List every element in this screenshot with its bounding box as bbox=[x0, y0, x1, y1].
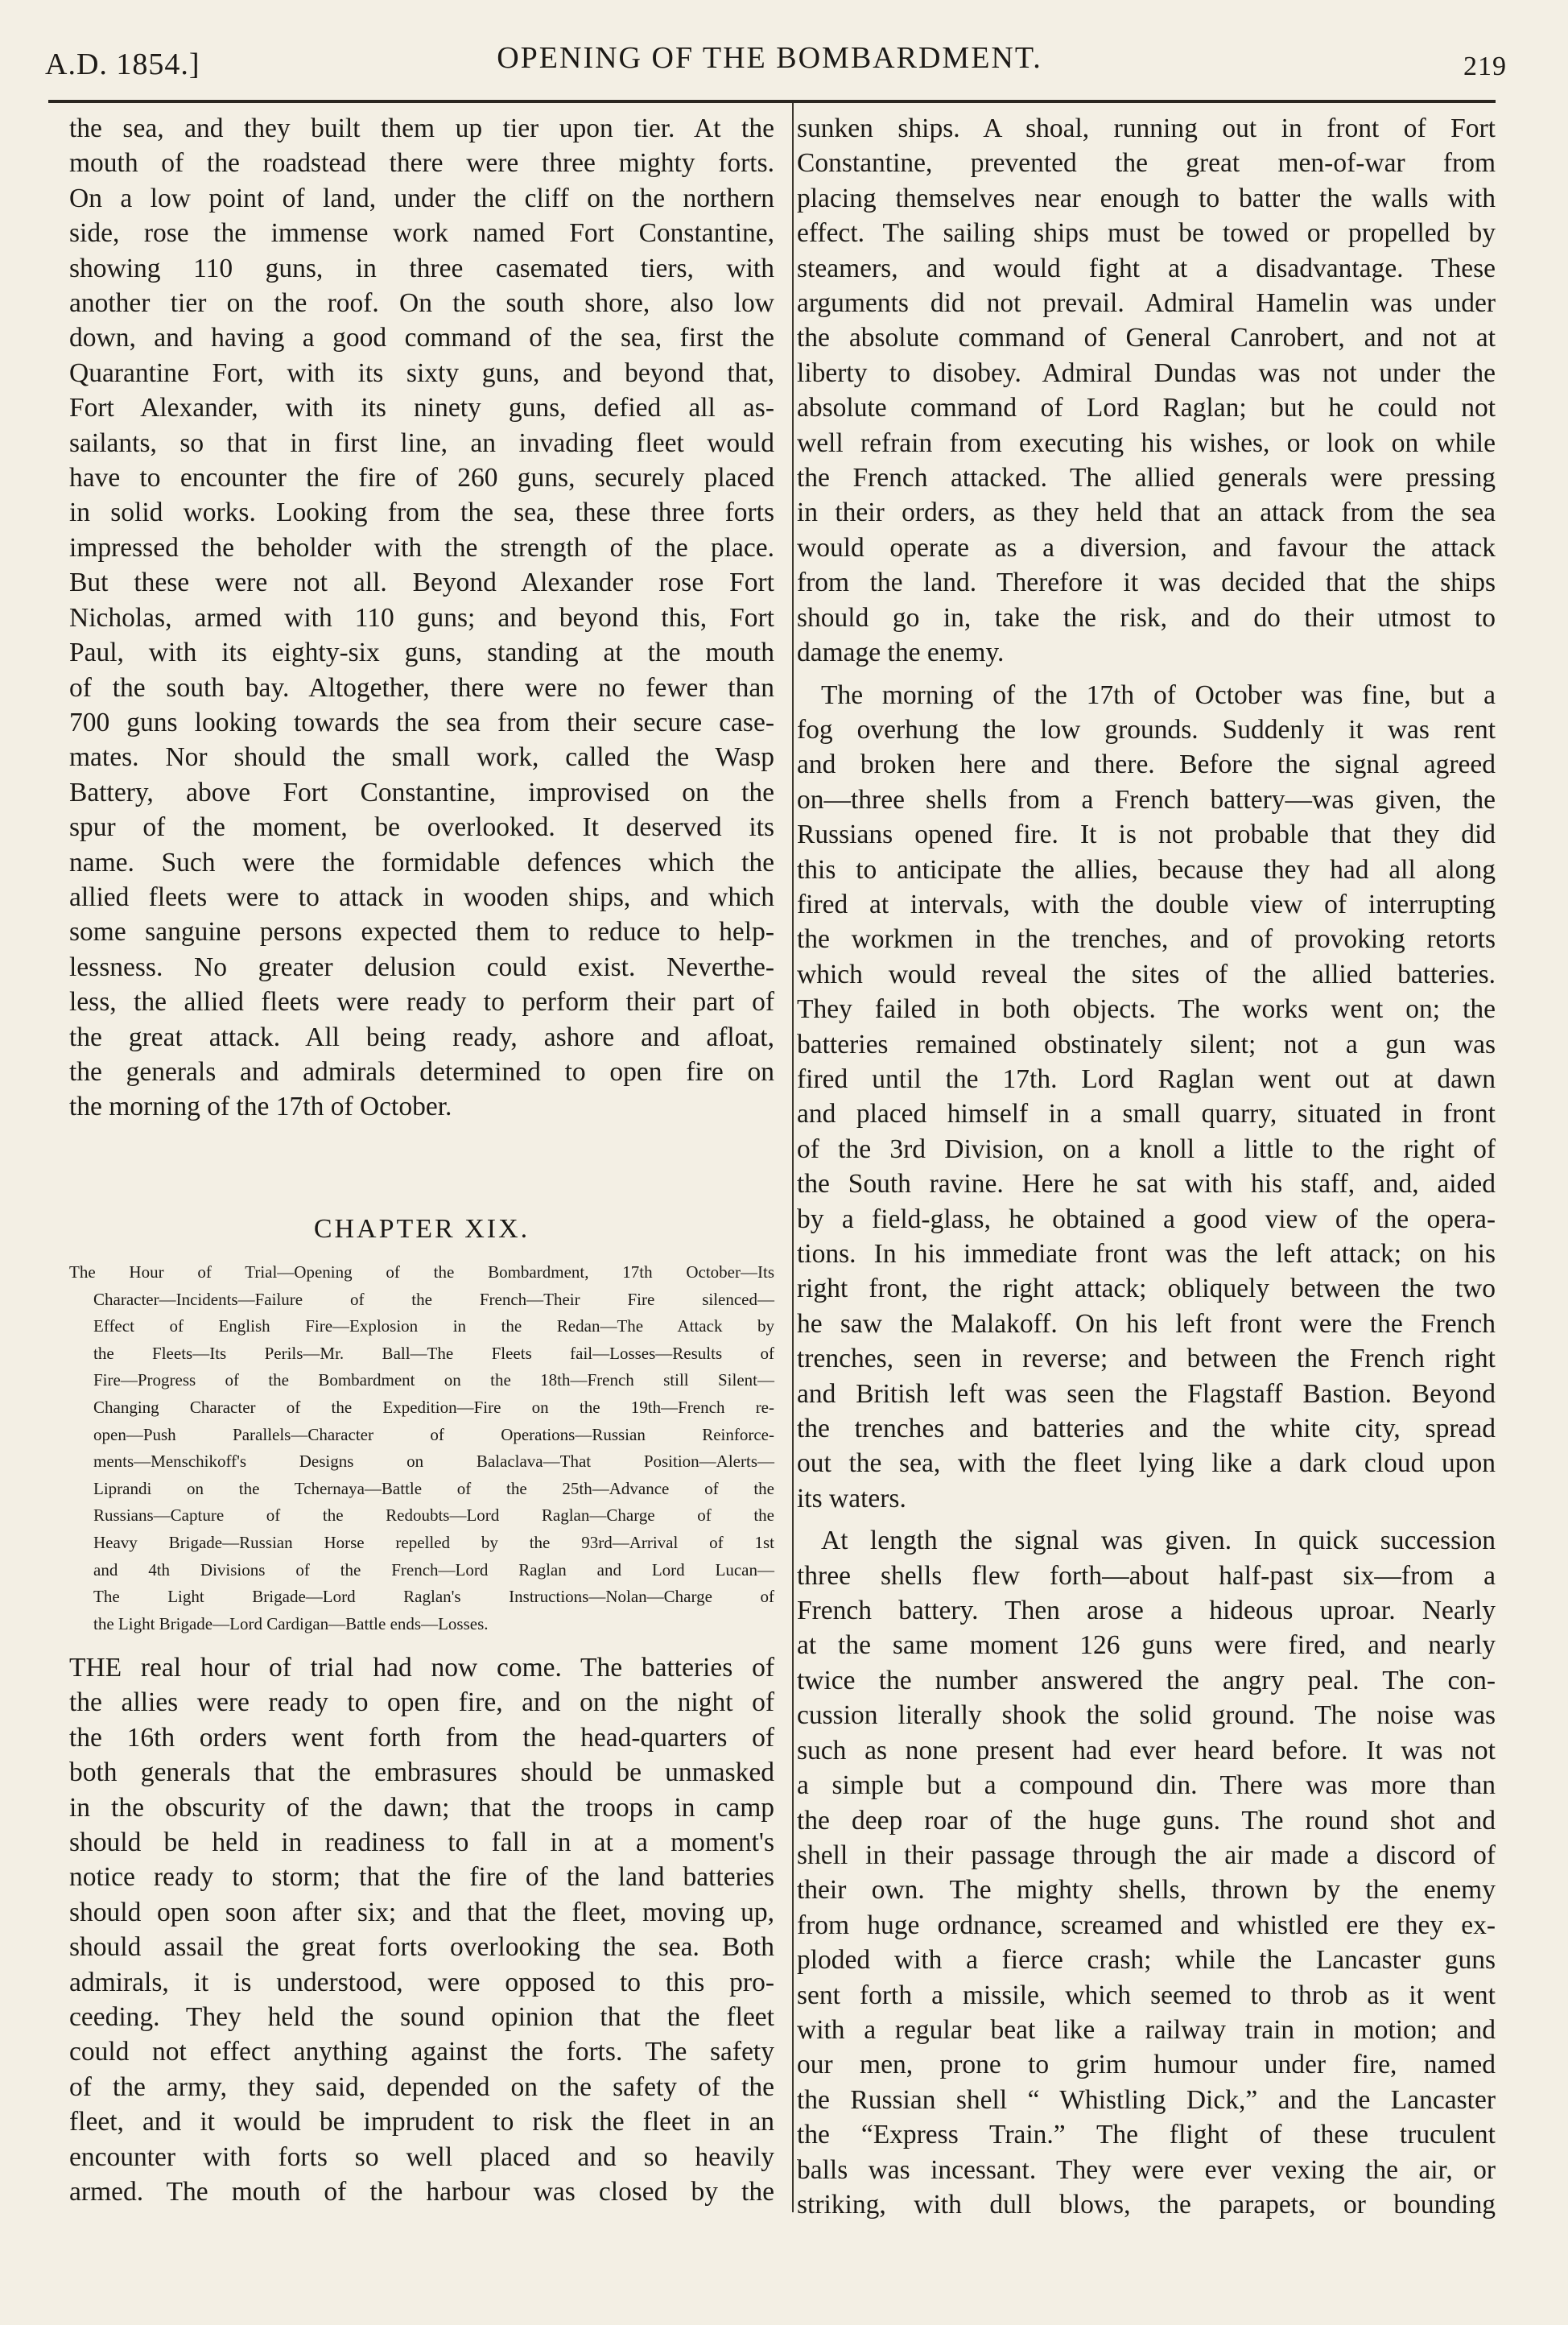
text-line: cussion literally shook the solid ground. The noise was bbox=[797, 1700, 1496, 1731]
text-line: this to anticipate the allies, because they had all along bbox=[797, 854, 1496, 885]
text-line: name. Such were the formidable defences which the bbox=[69, 847, 774, 878]
text-line: balls was incessant. They were ever vexing the air, or bbox=[797, 2154, 1496, 2185]
text-line: THE real hour of trial had now come. The batteries of bbox=[69, 1653, 774, 1683]
text-line: the absolute command of General Canrobert, and not at bbox=[797, 323, 1496, 353]
text-line: in the obscurity of the dawn; that the troops in camp bbox=[69, 1792, 774, 1823]
text-line: On a low point of land, under the cliff on the northern bbox=[69, 183, 774, 213]
chapter-synopsis bbox=[69, 1259, 774, 1637]
text-line: the 16th orders went forth from the head-quarters of bbox=[69, 1722, 774, 1753]
text-line: out the sea, with the fleet lying like a dark cloud upon bbox=[797, 1448, 1496, 1479]
text-line: its waters. bbox=[797, 1483, 906, 1514]
text-line: should open soon after six; and that the fleet, moving up, bbox=[69, 1897, 774, 1927]
text-line: have to encounter the fire of 260 guns, securely placed bbox=[69, 463, 774, 493]
text-line: Battery, above Fort Constantine, improvised on the bbox=[69, 777, 774, 807]
text-line: striking, with dull blows, the parapets, or bounding bbox=[797, 2189, 1496, 2220]
text-line: the South ravine. Here he sat with his staff, and, aided bbox=[797, 1169, 1496, 1200]
text-line: should assail the great forts overlooking the sea. Both bbox=[69, 1932, 774, 1963]
text-line: well refrain from executing his wishes, or look on while bbox=[797, 427, 1496, 458]
text-line: down, and having a good command of the sea, first the bbox=[69, 323, 774, 353]
text-line: tions. In his immediate front was the left attack; on his bbox=[797, 1239, 1496, 1269]
text-line: could not effect anything against the forts. The safety bbox=[69, 2037, 774, 2067]
text-line: armed. The mouth of the harbour was closed by the bbox=[69, 2177, 774, 2207]
text-line: the deep roar of the huge guns. The round shot and bbox=[797, 1805, 1496, 1836]
text-line: mates. Nor should the small work, called the Wasp bbox=[69, 742, 774, 773]
text-line: the allies were ready to open fire, and on the night of bbox=[69, 1687, 774, 1718]
text-line: the generals and admirals determined to open fire on bbox=[69, 1056, 774, 1087]
text-line: from huge ordnance, screamed and whistled ere they ex- bbox=[797, 1910, 1496, 1940]
header-rule bbox=[48, 100, 1496, 103]
text-line: and placed himself in a small quarry, situated in front bbox=[797, 1099, 1496, 1129]
paragraph bbox=[69, 1650, 774, 2210]
text-line: notice ready to storm; that the fire of the land batteries bbox=[69, 1862, 774, 1893]
text-line: Paul, with its eighty-six guns, standing at the mouth bbox=[69, 638, 774, 668]
text-line: Heavy Brigade—Russian Horse repelled by the 93rd—Arrival of 1st bbox=[93, 1532, 774, 1552]
text-line: the great attack. All being ready, ashore and afloat, bbox=[69, 1022, 774, 1052]
text-line: the workmen in the trenches, and of provoking retorts bbox=[797, 924, 1496, 955]
page-number: 219 bbox=[1463, 52, 1507, 81]
text-line: damage the enemy. bbox=[797, 638, 1005, 668]
text-line: impressed the beholder with the strength of the place. bbox=[69, 532, 774, 563]
text-line: he saw the Malakoff. On his left front were the French bbox=[797, 1308, 1496, 1339]
text-line: of the south bay. Altogether, there were no fewer than bbox=[69, 672, 774, 703]
text-line: should go in, take the risk, and do their utmost to bbox=[797, 602, 1496, 633]
text-line: side, rose the immense work named Fort Constantine, bbox=[69, 218, 774, 249]
text-line: the Fleets—Its Perils—Mr. Ball—The Fleets fail—Losses—Results of bbox=[93, 1343, 774, 1363]
text-line: Nicholas, armed with 110 guns; and beyond this, Fort bbox=[69, 602, 774, 633]
text-line: in their orders, as they held that an attack from the sea bbox=[797, 498, 1496, 528]
text-line: allied fleets were to attack in wooden ships, and which bbox=[69, 882, 774, 912]
text-line: the French attacked. The allied generals were pressing bbox=[797, 463, 1496, 493]
text-line: would operate as a diversion, and favour the attack bbox=[797, 532, 1496, 563]
text-line: fired until the 17th. Lord Raglan went out at dawn bbox=[797, 1063, 1496, 1094]
text-line: sailants, so that in first line, an invading fleet would bbox=[69, 427, 774, 458]
text-line: Fire—Progress of the Bombardment on the 18th—French still Silent— bbox=[93, 1370, 774, 1390]
chapter-title: CHAPTER XIX. bbox=[313, 1214, 530, 1244]
text-line: such as none present had ever heard before. It was not bbox=[797, 1735, 1496, 1765]
text-line: and broken here and there. Before the signal agreed bbox=[797, 750, 1496, 780]
text-line: admirals, it is understood, were opposed to this pro- bbox=[69, 1967, 774, 1997]
text-line: fog overhung the low grounds. Suddenly it was rent bbox=[797, 714, 1496, 745]
text-line: But these were not all. Beyond Alexander rose Fort bbox=[69, 568, 774, 598]
text-line: right front, the right attack; obliquely between the two bbox=[797, 1274, 1496, 1304]
text-line: ploded with a fierce crash; while the Lancaster guns bbox=[797, 1945, 1496, 1976]
text-line: the sea, and they built them up tier upon tier. At the bbox=[69, 114, 774, 143]
text-line: twice the number answered the angry peal. The con- bbox=[797, 1665, 1496, 1695]
text-line: The Light Brigade—Lord Raglan's Instructions—Nolan—Charge of bbox=[93, 1587, 774, 1607]
text-line: showing 110 guns, in three casemated tiers, with bbox=[69, 253, 774, 283]
running-header bbox=[45, 40, 1507, 81]
text-line: Character—Incidents—Failure of the French—Their Fire silenced— bbox=[93, 1289, 774, 1309]
text-line: They failed in both objects. The works went on; the bbox=[797, 994, 1496, 1025]
text-line: on—three shells from a French battery—was given, the bbox=[797, 784, 1496, 815]
text-line: Quarantine Fort, with its sixty guns, and beyond that, bbox=[69, 357, 774, 388]
text-line: The morning of the 17th of October was fine, but a bbox=[821, 679, 1496, 710]
text-line: our men, prone to grim humour under fire, named bbox=[797, 2050, 1496, 2080]
text-line: 700 guns looking towards the sea from their secure case- bbox=[69, 707, 774, 737]
text-line: Russians—Capture of the Redoubts—Lord Raglan—Charge of the bbox=[93, 1505, 774, 1526]
paragraph bbox=[797, 678, 1496, 1517]
text-line: lessness. No greater delusion could exist. Neverthe- bbox=[69, 952, 774, 982]
text-line: effect. The sailing ships must be towed or propelled by bbox=[797, 218, 1496, 249]
text-line: liberty to disobey. Admiral Dundas was not under the bbox=[797, 357, 1496, 388]
text-line: and 4th Divisions of the French—Lord Raglan and Lord Lucan— bbox=[93, 1559, 774, 1580]
text-line: their own. The mighty shells, thrown by the enemy bbox=[797, 1875, 1496, 1906]
text-line: three shells flew forth—about half-past six—from a bbox=[797, 1560, 1496, 1591]
text-line: less, the allied fleets were ready to perform their part of bbox=[69, 987, 774, 1018]
text-line: Constantine, prevented the great men-of-war from bbox=[797, 148, 1496, 179]
left-column-top bbox=[69, 111, 774, 1125]
text-line: spur of the moment, be overlooked. It deserved its bbox=[69, 812, 774, 843]
text-line: batteries remained obstinately silent; not a gun was bbox=[797, 1029, 1496, 1059]
text-line: Changing Character of the Expedition—Fire on the 19th—French re- bbox=[93, 1397, 774, 1417]
text-line: ments—Menschikoff's Designs on Balaclava—That Position—Alerts— bbox=[93, 1452, 774, 1472]
text-line: mouth of the roadstead there were three mighty forts. bbox=[69, 148, 774, 179]
text-line: placing themselves near enough to batter the walls with bbox=[797, 183, 1496, 213]
text-line: of the 3rd Division, on a knoll a little to the right of bbox=[797, 1134, 1496, 1164]
text-line: at the same moment 126 guns were fired, and nearly bbox=[797, 1630, 1496, 1661]
header-title: OPENING OF THE BOMBARDMENT. bbox=[497, 41, 1042, 75]
text-line: At length the signal was given. In quick succession bbox=[821, 1526, 1496, 1556]
text-line: in solid works. Looking from the sea, these three forts bbox=[69, 498, 774, 528]
text-line: sent forth a missile, which seemed to throb as it went bbox=[797, 1980, 1496, 2010]
header-date: A.D. 1854.] bbox=[45, 47, 200, 81]
paragraph bbox=[797, 111, 1496, 671]
text-line: should be held in readiness to fall in at a moment's bbox=[69, 1827, 774, 1858]
paragraph bbox=[797, 1523, 1496, 2222]
text-line: Fort Alexander, with its ninety guns, defied all as- bbox=[69, 393, 774, 423]
text-line: fired at intervals, with the double view of interrupting bbox=[797, 889, 1496, 919]
text-line: ceeding. They held the sound opinion that the fleet bbox=[69, 2002, 774, 2033]
left-column-bottom bbox=[69, 1650, 774, 2210]
text-line: arguments did not prevail. Admiral Hamelin was under bbox=[797, 288, 1496, 319]
text-line: a simple but a compound din. There was more than bbox=[797, 1770, 1496, 1801]
text-line: steamers, and would fight at a disadvantage. These bbox=[797, 253, 1496, 283]
text-line: The Hour of Trial—Opening of the Bombardment, 17th October—Its bbox=[69, 1262, 774, 1282]
text-line: and British left was seen the Flagstaff Bastion. Beyond bbox=[797, 1378, 1496, 1409]
text-line: encounter with forts so well placed and so heavily bbox=[69, 2141, 774, 2172]
text-line: of the army, they said, depended on the safety of the bbox=[69, 2071, 774, 2102]
text-line: fleet, and it would be imprudent to risk the fleet in an bbox=[69, 2107, 774, 2137]
text-line: the Russian shell “ Whistling Dick,” and the Lancaster bbox=[797, 2084, 1496, 2115]
text-line: French battery. Then arose a hideous uproar. Nearly bbox=[797, 1596, 1496, 1626]
text-line: trenches, seen in reverse; and between the French right bbox=[797, 1344, 1496, 1374]
text-line: which would reveal the sites of the allied batteries. bbox=[797, 959, 1496, 989]
text-line: the trenches and batteries and the white city, spread bbox=[797, 1414, 1496, 1444]
paragraph bbox=[69, 111, 774, 1125]
text-line: by a field-glass, he obtained a good view of the opera- bbox=[797, 1204, 1496, 1234]
text-line: the morning of the 17th of October. bbox=[69, 1092, 452, 1122]
text-line: Effect of English Fire—Explosion in the Redan—The Attack by bbox=[93, 1316, 774, 1336]
text-line: with a regular beat like a railway train in motion; and bbox=[797, 2014, 1496, 2045]
text-line: another tier on the roof. On the south shore, also low bbox=[69, 288, 774, 319]
text-line: open—Push Parallels—Character of Operations—Russian Reinforce- bbox=[93, 1424, 774, 1444]
text-line: absolute command of Lord Raglan; but he could not bbox=[797, 393, 1496, 423]
text-line: shell in their passage through the air made a discord of bbox=[797, 1840, 1496, 1870]
text-line: the “Express Train.” The flight of these truculent bbox=[797, 2120, 1496, 2150]
column-divider bbox=[792, 103, 794, 2212]
text-line: sunken ships. A shoal, running out in front of Fort bbox=[797, 114, 1496, 143]
text-line: the Light Brigade—Lord Cardigan—Battle ends—Losses. bbox=[93, 1613, 489, 1633]
right-column bbox=[797, 111, 1496, 2222]
text-line: from the land. Therefore it was decided that the ships bbox=[797, 568, 1496, 598]
text-line: Russians opened fire. It is not probable that they did bbox=[797, 820, 1496, 850]
text-line: some sanguine persons expected them to reduce to help- bbox=[69, 917, 774, 948]
text-line: both generals that the embrasures should be unmasked bbox=[69, 1757, 774, 1788]
text-line: Liprandi on the Tchernaya—Battle of the 25th—Advance of the bbox=[93, 1478, 774, 1498]
